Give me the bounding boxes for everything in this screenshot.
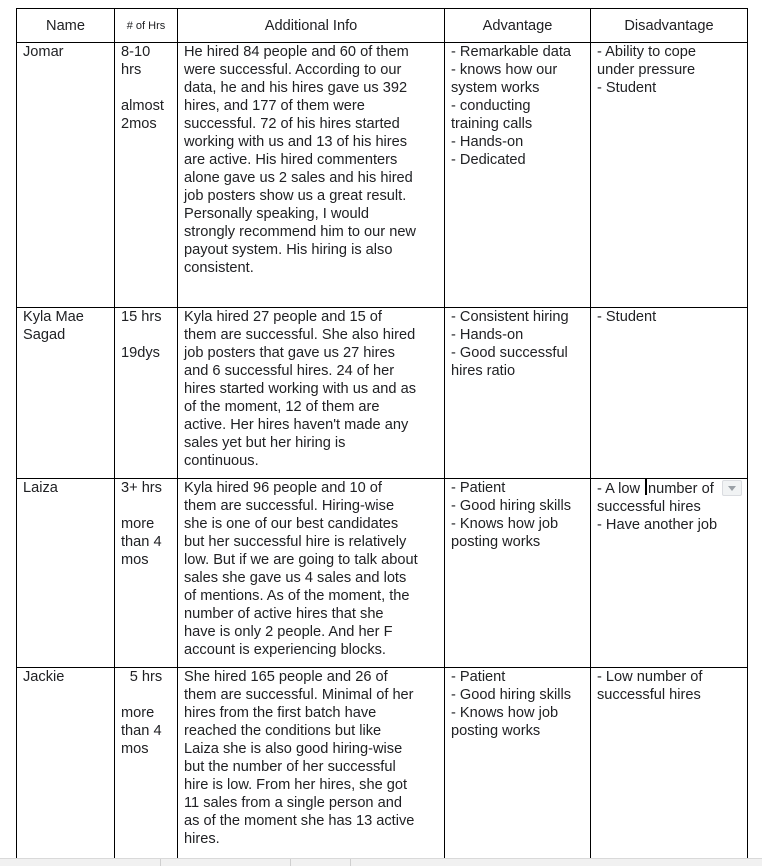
cell-dropdown-arrow-icon[interactable] xyxy=(722,480,742,496)
text-line: - Patient xyxy=(451,669,506,685)
text-line: Kyla hired 96 people and 10 of xyxy=(184,480,382,496)
text-line: posting works xyxy=(451,534,541,550)
text-line: she is one of our best candidates xyxy=(184,516,399,532)
text-line: - conducting xyxy=(451,98,531,114)
text-line: sales she gave us 4 sales and lots xyxy=(184,570,407,586)
text-line: Personally speaking, I would xyxy=(184,206,369,222)
text-line: Sagad xyxy=(23,327,66,343)
cell-disadvantage[interactable] xyxy=(591,43,748,308)
text-line: are active. His hired commenters xyxy=(184,152,398,168)
cell-additional-info[interactable] xyxy=(178,43,445,308)
text-line: - Student xyxy=(597,309,657,325)
text-line: Jackie xyxy=(23,669,65,685)
cell-advantage[interactable] xyxy=(445,43,591,308)
text-line: payout system. His hiring is also xyxy=(184,242,393,258)
spacer xyxy=(121,497,171,515)
text-line: - Good successful xyxy=(451,345,568,361)
text-line: system works xyxy=(451,80,540,96)
text-line: low. But if we are going to talk about xyxy=(184,552,418,568)
text-line: He hired 84 people and 60 of them xyxy=(184,44,409,60)
text-line: 2mos xyxy=(121,116,157,132)
text-line: - Consistent hiring xyxy=(451,309,569,325)
cell-hours[interactable] xyxy=(115,668,178,866)
text-line: but the number of her successful xyxy=(184,759,396,775)
text-line: - Patient xyxy=(451,480,506,496)
text-fragment: number of xyxy=(648,481,714,497)
text-line: reached the conditions but like xyxy=(184,723,382,739)
text-line: active. Her hires haven't made any xyxy=(184,417,409,433)
header-advantage[interactable]: Advantage xyxy=(445,9,591,43)
text-line: more xyxy=(121,516,155,532)
text-line: as of the moment she has 13 active xyxy=(184,813,415,829)
text-line: - Hands-on xyxy=(451,327,524,343)
text-line: - Ability to cope xyxy=(597,44,696,60)
text-line: continuous. xyxy=(184,453,259,469)
text-line: posting works xyxy=(451,723,541,739)
text-line: - Student xyxy=(597,80,657,96)
cell-disadvantage[interactable] xyxy=(591,479,748,668)
text-line: hire is low. From her hires, she got xyxy=(184,777,408,793)
text-line: mos xyxy=(121,552,149,568)
text-line: almost xyxy=(121,98,164,114)
text-line: She hired 165 people and 26 of xyxy=(184,669,388,685)
text-line: them are successful. She also hired xyxy=(184,327,416,343)
text-line: Kyla hired 27 people and 15 of xyxy=(184,309,382,325)
text-line: successful. 72 of his hires started xyxy=(184,116,400,132)
scrollbar-segment xyxy=(0,859,161,866)
text-line: successful hires xyxy=(597,499,701,515)
scrollbar-segment xyxy=(160,859,291,866)
cell-disadvantage[interactable] xyxy=(591,308,748,479)
text-line: - Low number of xyxy=(597,669,703,685)
text-line: 19dys xyxy=(121,345,160,361)
text-line: - Good hiring skills xyxy=(451,498,572,514)
text-line: - Hands-on xyxy=(451,134,524,150)
text-line: - Knows how job xyxy=(451,516,559,532)
text-line: data, he and his hires gave us 392 xyxy=(184,80,408,96)
header-additional-info[interactable]: Additional Info xyxy=(178,9,445,43)
cell-name[interactable] xyxy=(17,479,115,668)
text-line: hires from the first batch have xyxy=(184,705,377,721)
cell-hours[interactable] xyxy=(115,479,178,668)
text-line: - Dedicated xyxy=(451,152,526,168)
text-line: more xyxy=(121,705,155,721)
table-row xyxy=(17,308,748,479)
cell-name[interactable] xyxy=(17,43,115,308)
text-line: account is experiencing blocks. xyxy=(184,642,386,658)
text-line: under pressure xyxy=(597,62,696,78)
text-line: them are successful. Minimal of her xyxy=(184,687,414,703)
text-line: - knows how our xyxy=(451,62,558,78)
text-line: 3+ hrs xyxy=(121,480,162,496)
text-line: job posters show us a great result. xyxy=(184,188,407,204)
cell-advantage[interactable] xyxy=(445,479,591,668)
cell-additional-info[interactable] xyxy=(178,479,445,668)
text-line: hires ratio xyxy=(451,363,516,379)
horizontal-scrollbar[interactable] xyxy=(0,858,762,866)
text-fragment: - A low xyxy=(597,481,645,497)
text-line: training calls xyxy=(451,116,533,132)
text-line: than 4 xyxy=(121,534,162,550)
text-line: Laiza xyxy=(23,480,58,496)
spacer xyxy=(121,326,171,344)
text-line: Jomar xyxy=(23,44,64,60)
text-line: of the moment, 12 of them are xyxy=(184,399,380,415)
text-line: hrs xyxy=(121,62,142,78)
text-line: but her successful hire is relatively xyxy=(184,534,407,550)
text-line: have is only 2 people. And her F xyxy=(184,624,393,640)
text-line: strongly recommend him to our new xyxy=(184,224,416,240)
header-disadvantage[interactable]: Disadvantage xyxy=(591,9,748,43)
text-line: - Remarkable data xyxy=(451,44,572,60)
spacer xyxy=(121,686,171,704)
cell-hours[interactable] xyxy=(115,43,178,308)
header-hours[interactable]: # of Hrs xyxy=(115,9,178,43)
header-name[interactable]: Name xyxy=(17,9,115,43)
text-line: 5 hrs xyxy=(129,669,163,685)
text-line: and 6 successful hires. 24 of her xyxy=(184,363,395,379)
cell-advantage[interactable] xyxy=(445,668,591,866)
text-line: Kyla Mae xyxy=(23,309,84,325)
table-row xyxy=(17,668,748,866)
text-line: job posters that gave us 27 hires xyxy=(184,345,395,361)
table-row xyxy=(17,479,748,668)
cell-disadvantage[interactable] xyxy=(591,668,748,866)
text-line: them are successful. Hiring-wise xyxy=(184,498,395,514)
text-line: successful hires xyxy=(597,687,701,703)
cell-additional-info[interactable] xyxy=(178,668,445,866)
text-line: 11 sales from a single person and xyxy=(184,795,402,811)
cell-additional-info[interactable] xyxy=(178,308,445,479)
text-line: consistent. xyxy=(184,260,254,276)
text-line: of mentions. As of the moment, the xyxy=(184,588,410,604)
scrollbar-segment xyxy=(290,859,351,866)
text-line: were successful. According to our xyxy=(184,62,402,78)
text-line xyxy=(597,479,741,498)
text-line: 8-10 xyxy=(121,44,151,60)
text-line: sales yet but her hiring is xyxy=(184,435,346,451)
text-line: than 4 xyxy=(121,723,162,739)
spacer xyxy=(121,79,171,97)
text-line: - Good hiring skills xyxy=(451,687,572,703)
cell-hours[interactable] xyxy=(115,308,178,479)
text-line: working with us and 13 of his hires xyxy=(184,134,408,150)
text-line: - Have another job xyxy=(597,517,718,533)
text-line: number of active hires that she xyxy=(184,606,384,622)
text-line: alone gave us 2 sales and his hired xyxy=(184,170,413,186)
table-row xyxy=(17,43,748,308)
text-cursor xyxy=(645,479,647,495)
cell-advantage[interactable] xyxy=(445,308,591,479)
text-line: 15 hrs xyxy=(121,309,162,325)
text-line: Laiza she is also good hiring-wise xyxy=(184,741,403,757)
candidates-table xyxy=(16,8,748,866)
header-row xyxy=(17,9,748,43)
text-line: hires, and 177 of them were xyxy=(184,98,365,114)
cell-name[interactable] xyxy=(17,308,115,479)
text-line: - Knows how job xyxy=(451,705,559,721)
text-line: hires started working with us and as xyxy=(184,381,416,397)
cell-name[interactable] xyxy=(17,668,115,866)
text-line: hires. xyxy=(184,831,220,847)
text-line: mos xyxy=(121,741,149,757)
